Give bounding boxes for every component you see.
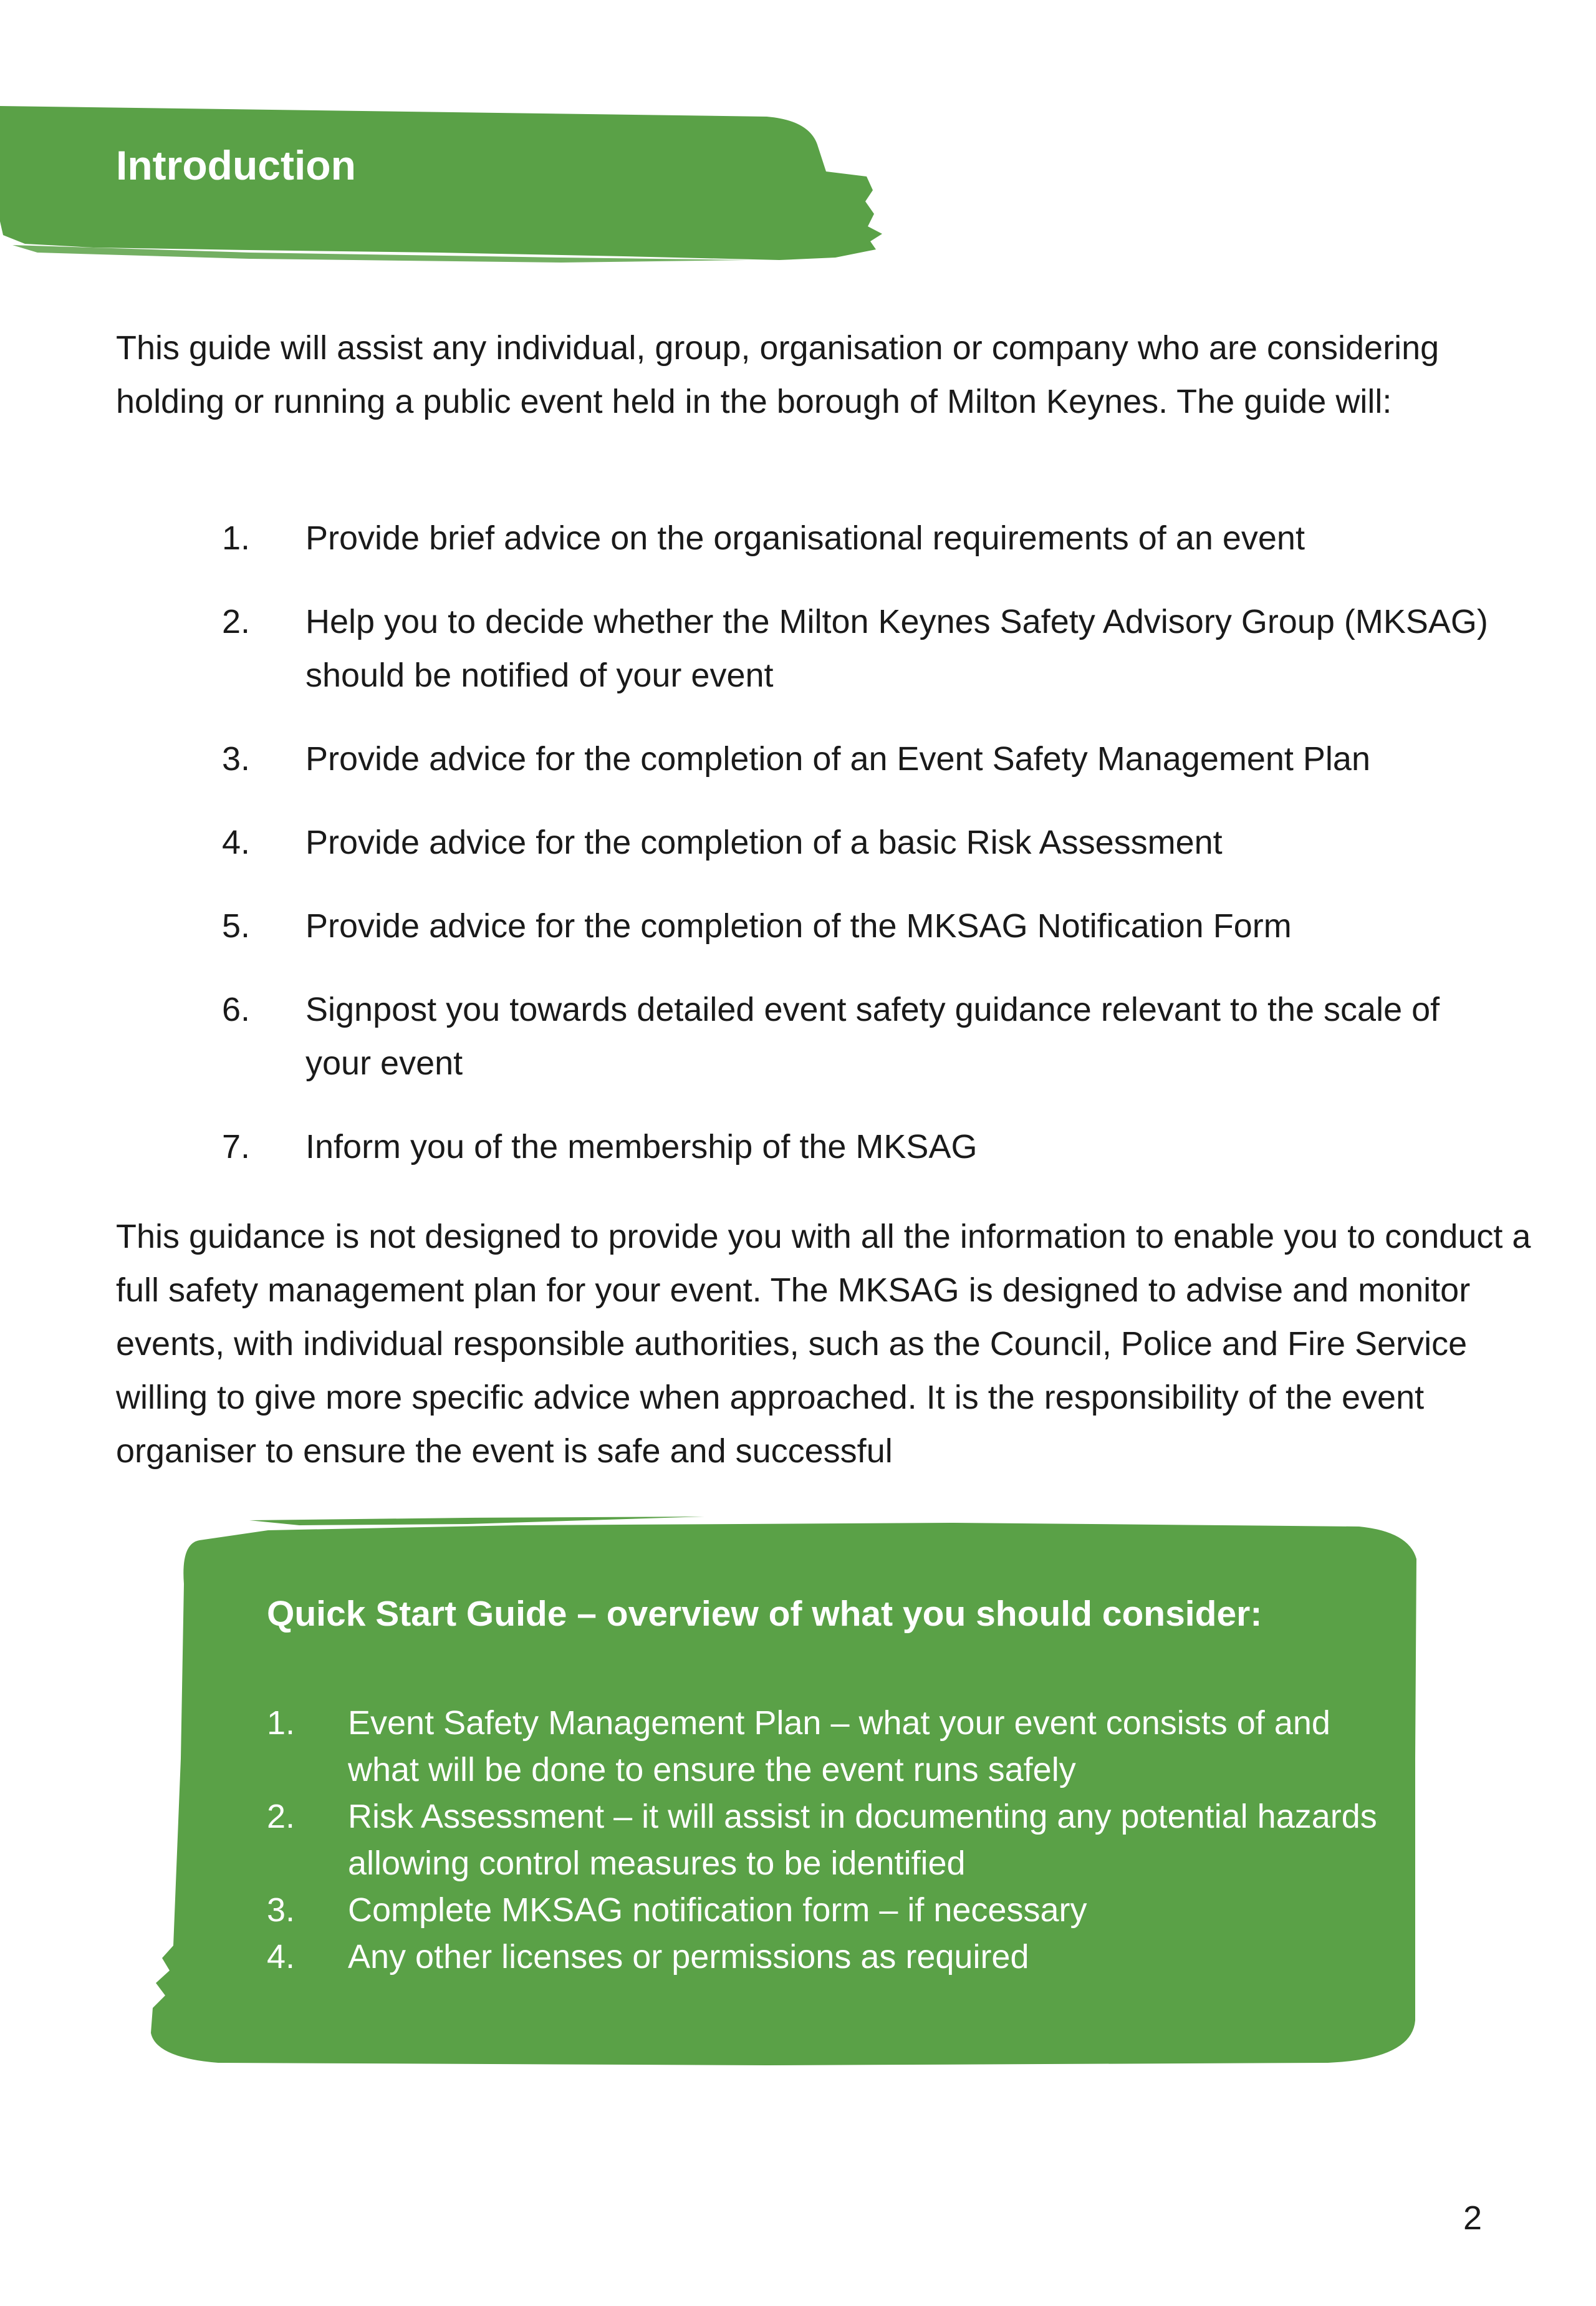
quick-start-list	[267, 1700, 1389, 1980]
list-number: 7.	[222, 1128, 251, 1165]
list-item-text: Complete MKSAG notification form – if necessary	[348, 1891, 1087, 1929]
quick-start-title: Quick Start Guide – overview of what you should consider:	[267, 1594, 1262, 1634]
list-item-text: Provide advice for the completion of a basic Risk Assessment	[305, 824, 1223, 861]
quick-start-item	[267, 1700, 1389, 1793]
page-heading: Introduction	[116, 142, 356, 188]
list-number: 3.	[222, 740, 251, 778]
guide-list-item	[116, 899, 1512, 953]
list-number: 2.	[267, 1798, 296, 1835]
list-item-text: Provide brief advice on the organisational requirements of an event	[305, 519, 1305, 557]
list-number: 4.	[222, 824, 251, 861]
guide-list-item	[116, 816, 1512, 869]
guide-list-item	[116, 983, 1512, 1090]
list-number: 1.	[267, 1704, 296, 1742]
quick-start-item	[267, 1887, 1389, 1934]
list-item-text: Help you to decide whether the Milton Keynes Safety Advisory Group (MKSAG) should be notified of your event	[305, 603, 1488, 694]
list-number: 6.	[222, 991, 251, 1028]
guide-list-item	[116, 1120, 1512, 1174]
list-item-text: Event Safety Management Plan – what your event consists of and what will be done to ensure the event runs safely	[348, 1704, 1330, 1788]
list-number: 2.	[222, 603, 251, 640]
list-item-text: Inform you of the membership of the MKSAG	[305, 1128, 978, 1165]
list-item-text: Signpost you towards detailed event safety guidance relevant to the scale of your event	[305, 991, 1440, 1082]
list-item-text: Provide advice for the completion of the MKSAG Notification Form	[305, 907, 1292, 945]
guide-list-item	[116, 511, 1512, 565]
quick-start-item	[267, 1793, 1389, 1887]
list-item-text: Any other licenses or permissions as required	[348, 1938, 1029, 1976]
list-number: 3.	[267, 1891, 296, 1929]
closing-paragraph: This guidance is not designed to provide you with all the information to enable you to conduct a full safety management plan for your event. The MKSAG is designed to advise and monitor events, with individual responsible authorities, such as the Council, Police and Fire Service willing to give more specific advice when approached. It is the responsibility of the event organiser to ensure the event is safe and successful	[116, 1218, 1531, 1470]
quick-start-brush-streak	[249, 1517, 704, 1525]
guide-list-item	[116, 732, 1512, 786]
intro-paragraph: This guide will assist any individual, group, organisation or company who are considering holding or running a public event held in the borough of Milton Keynes. The guide will:	[116, 329, 1440, 420]
list-number: 1.	[222, 519, 251, 557]
page-number: 2	[1463, 2199, 1482, 2237]
guide-list-item	[116, 595, 1512, 702]
list-number: 5.	[222, 907, 251, 945]
list-item-text: Risk Assessment – it will assist in documenting any potential hazards allowing control measures to be identified	[348, 1798, 1377, 1882]
guide-list	[116, 511, 1512, 1204]
quick-start-item	[267, 1934, 1389, 1980]
list-item-text: Provide advice for the completion of an Event Safety Management Plan	[305, 740, 1370, 778]
list-number: 4.	[267, 1938, 296, 1976]
